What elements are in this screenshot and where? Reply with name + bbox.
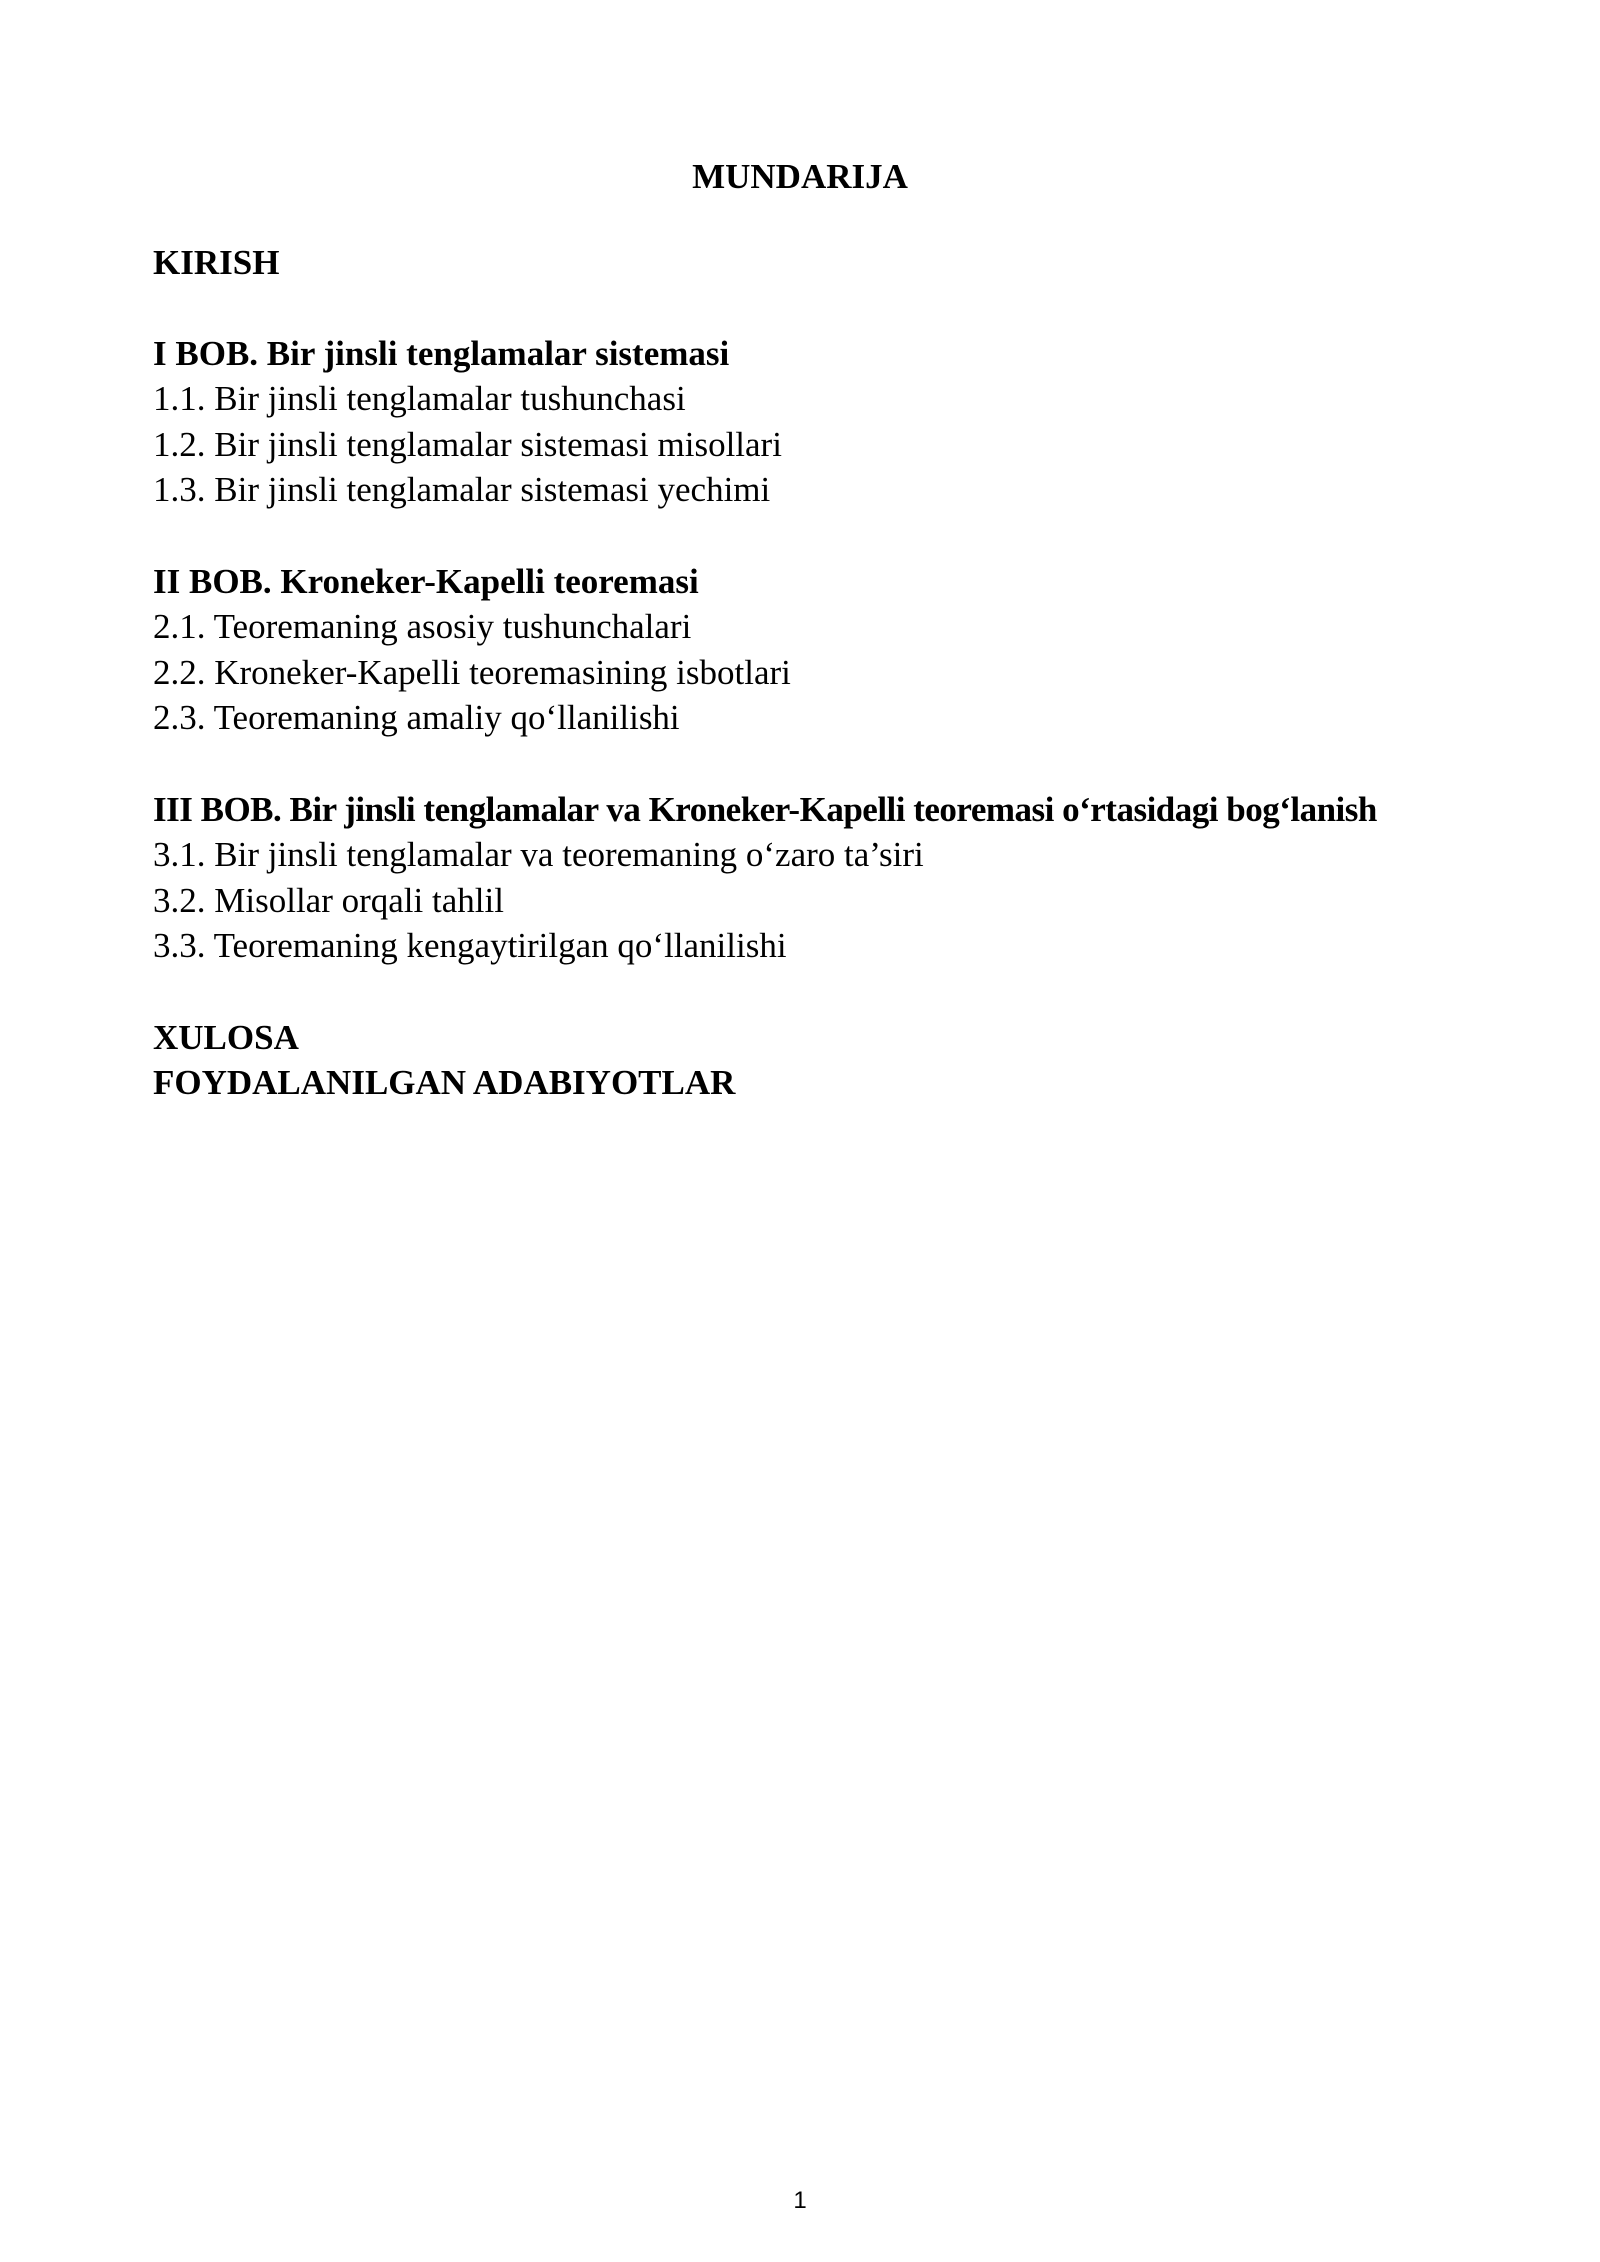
section-3-3: 3.3. Teoremaning kengaytirilgan qo‘llanilishi <box>153 926 787 965</box>
section-1-3: 1.3. Bir jinsli tenglamalar sistemasi yechimi <box>153 470 771 509</box>
section-3-1: 3.1. Bir jinsli tenglamalar va teoremaning o‘zaro ta’siri <box>153 835 924 874</box>
chapter-1-heading: I BOB. Bir jinsli tenglamalar sistemasi <box>153 333 730 373</box>
toc-entry-intro: KIRISH <box>153 243 280 282</box>
section-1-2: 1.2. Bir jinsli tenglamalar sistemasi misollari <box>153 424 782 464</box>
section-3-2: 3.2. Misollar orqali tahlil <box>153 880 504 920</box>
toc-entry-references: FOYDALANILGAN ADABIYOTLAR <box>153 1063 736 1102</box>
toc-entry-conclusion: XULOSA <box>153 1017 299 1057</box>
page-title: MUNDARIJA <box>692 157 908 196</box>
table-of-contents <box>153 240 1533 1106</box>
section-2-3: 2.3. Teoremaning amaliy qo‘llanilishi <box>153 698 680 737</box>
section-2-2: 2.2. Kroneker-Kapelli teoremasining isbotlari <box>153 652 791 692</box>
chapter-2-heading: II BOB. Kroneker-Kapelli teoremasi <box>153 561 699 601</box>
page-number: 1 <box>793 2187 807 2214</box>
section-2-1: 2.1. Teoremaning asosiy tushunchalari <box>153 607 692 646</box>
chapter-3-heading: III BOB. Bir jinsli tenglamalar va Kroneker-Kapelli teoremasi o‘rtasidagi bog‘lanish <box>153 789 1377 829</box>
section-1-1: 1.1. Bir jinsli tenglamalar tushunchasi <box>153 379 686 418</box>
